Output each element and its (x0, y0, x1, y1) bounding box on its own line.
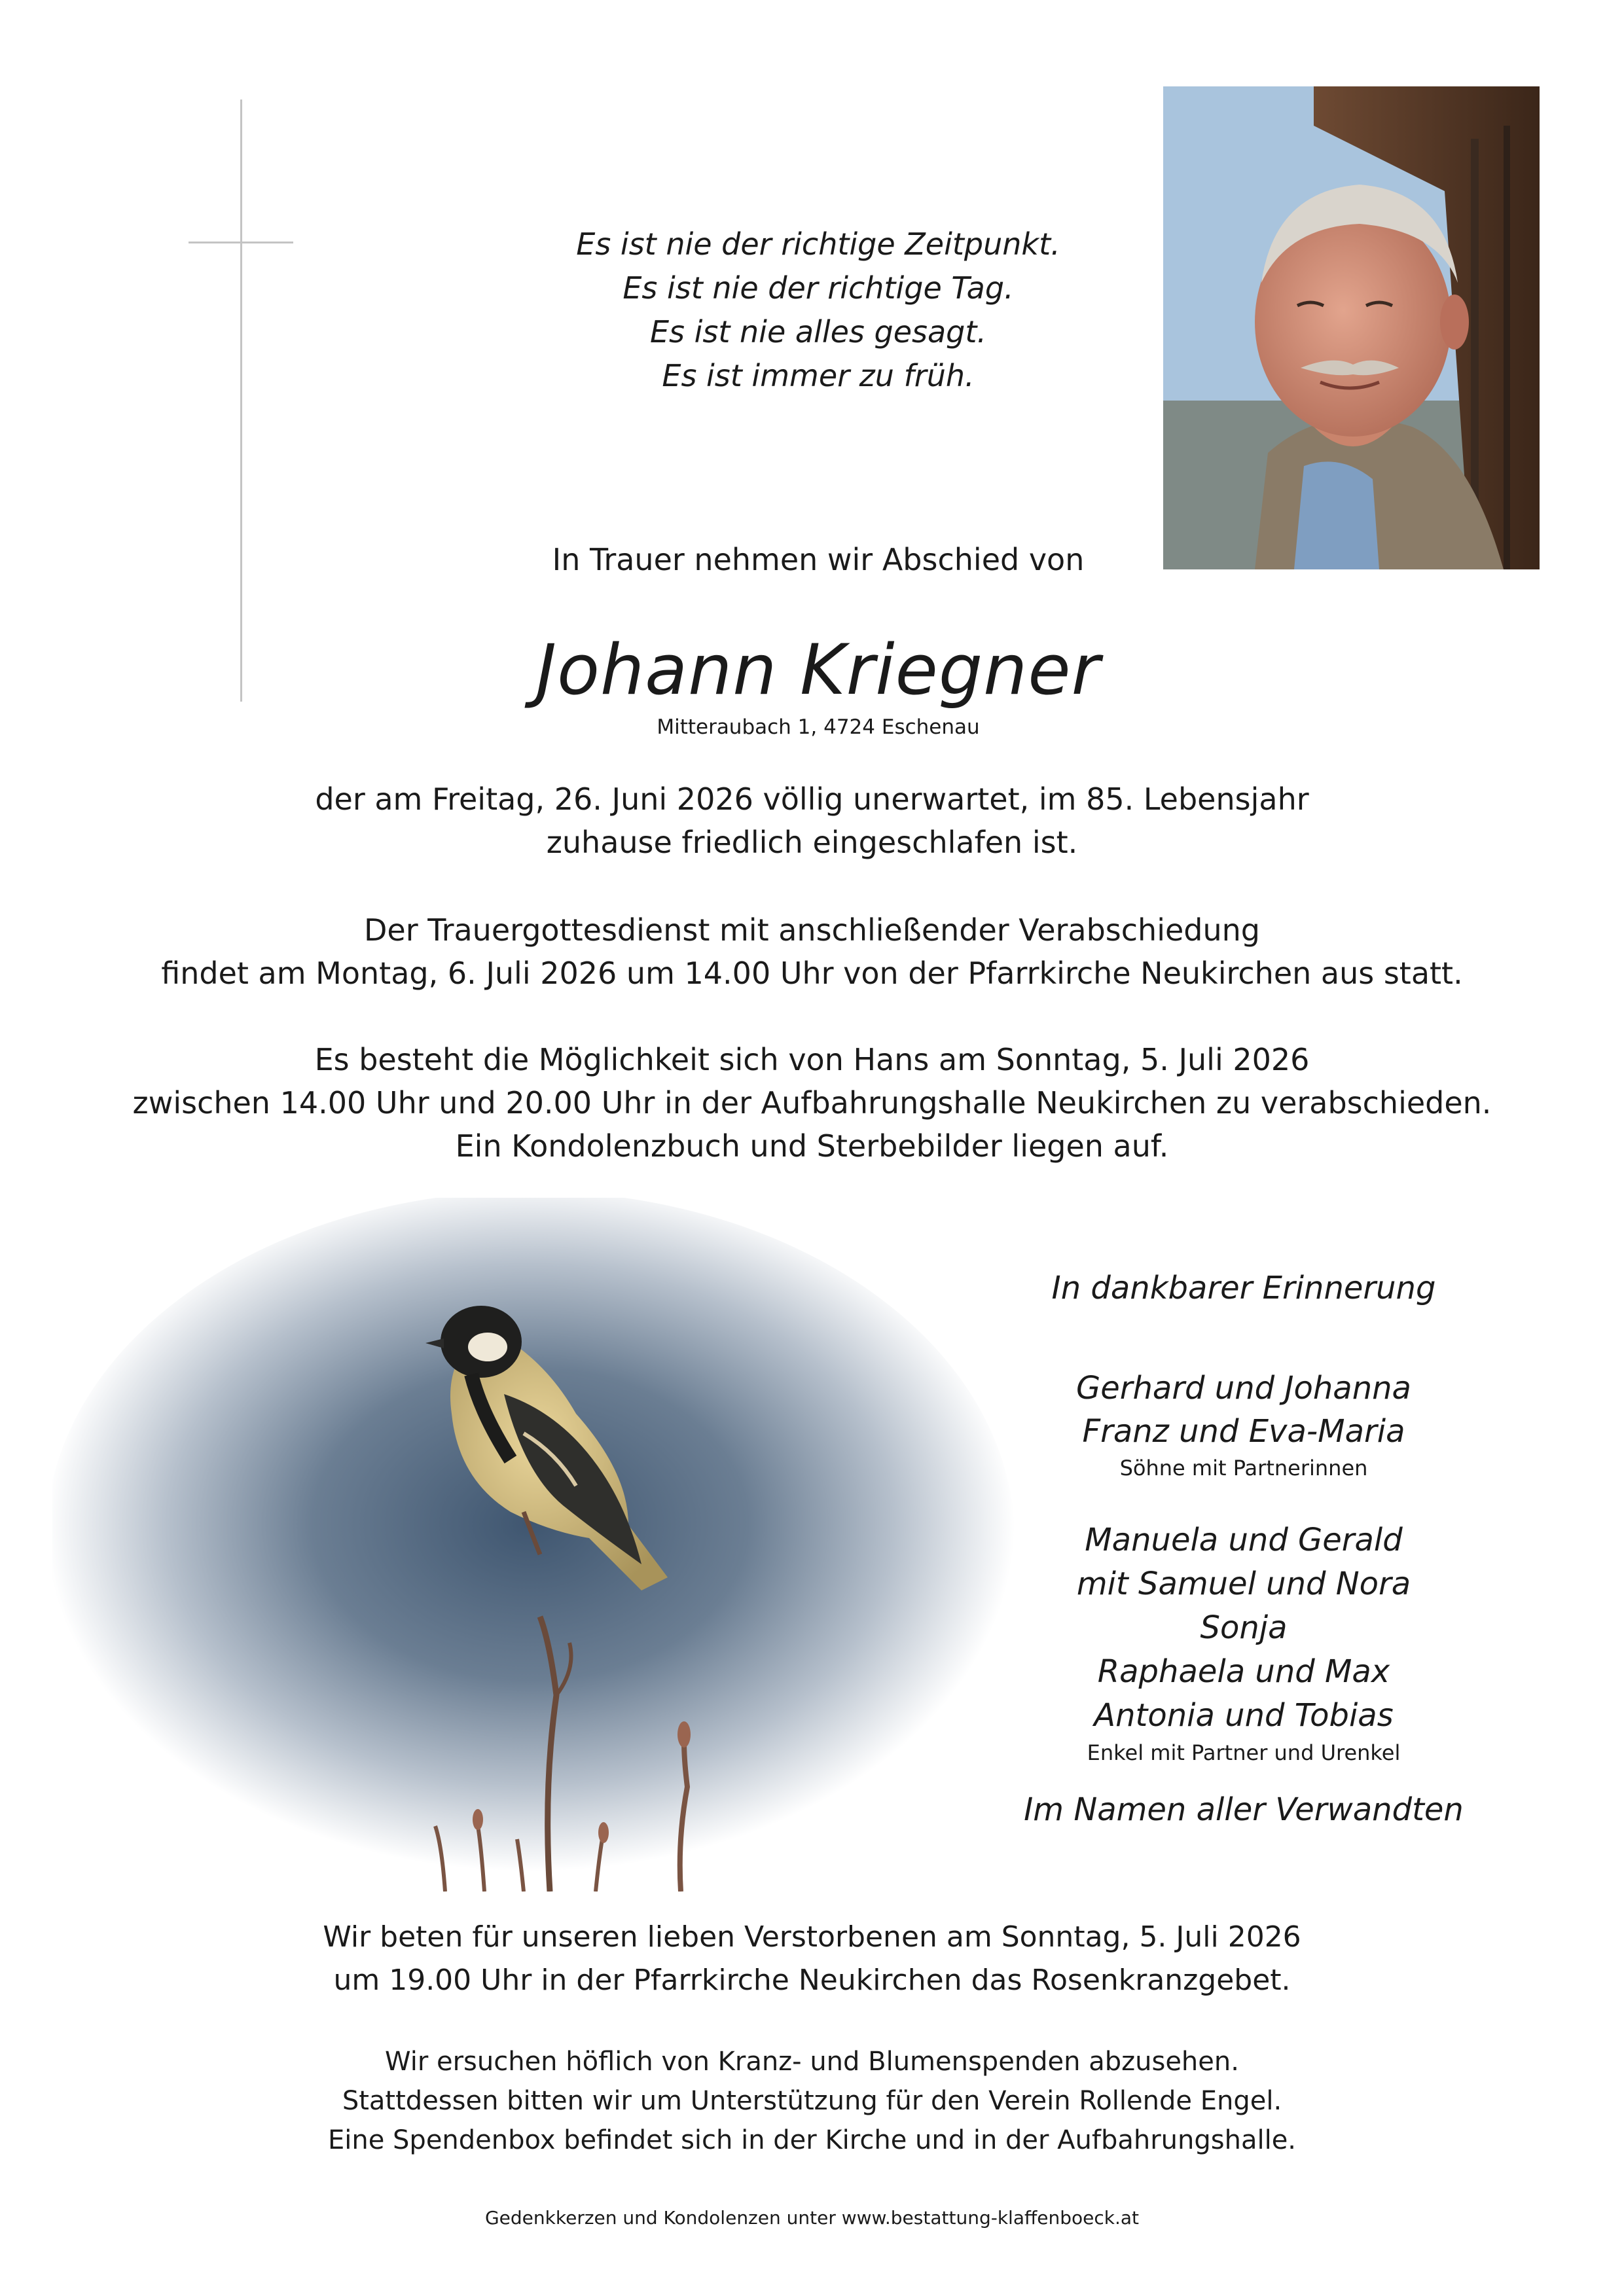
rosary-line: Wir beten für unseren lieben Verstorbenen am Sonntag, 5. Juli 2026 (323, 1920, 1301, 1954)
cross-vertical-bar (240, 99, 242, 702)
bird-photo (52, 1198, 1034, 1892)
cross-horizontal-bar (189, 242, 293, 243)
death-notice (65, 778, 1559, 864)
rosary-info (196, 1916, 1428, 2002)
family-member: Antonia und Tobias (1094, 1697, 1394, 1734)
portrait-illustration (1163, 86, 1540, 569)
donation-line: Stattdessen bitten wir um Unterstützung für den Verein Rollende Engel. (342, 2086, 1282, 2116)
grandchildren-caption: Enkel mit Partner und Urenkel (1087, 1740, 1401, 1765)
portrait-photo (1163, 86, 1540, 569)
funeral-line: Der Trauergottesdienst mit anschließender Verabschiedung (363, 912, 1261, 948)
poem-line: Es ist immer zu früh. (662, 358, 975, 393)
family-member: mit Samuel und Nora (1076, 1566, 1411, 1602)
viewing-line: zwischen 14.00 Uhr und 20.00 Uhr in der Aufbahrungshalle Neukirchen zu verabschieden. (132, 1085, 1492, 1121)
bird-illustration (52, 1198, 1034, 1892)
death-notice-line: zuhause friedlich eingeschlafen ist. (546, 825, 1078, 860)
family-heading: In dankbarer Erinnerung (1051, 1270, 1436, 1306)
sons-list (975, 1367, 1512, 1453)
donation-info (196, 2042, 1428, 2160)
viewing-info (65, 1038, 1559, 1168)
poem-line: Es ist nie der richtige Tag. (623, 270, 1014, 306)
funeral-info (65, 908, 1559, 995)
family-closing: Im Namen aller Verwandten (1024, 1791, 1464, 1828)
rosary-line: um 19.00 Uhr in der Pfarrkirche Neukirchen das Rosenkranzgebet. (333, 1964, 1291, 1997)
family-section (975, 1270, 1512, 1828)
viewing-line: Es besteht die Möglichkeit sich von Hans am Sonntag, 5. Juli 2026 (314, 1042, 1310, 1077)
grandchildren-list (975, 1518, 1512, 1738)
family-member: Gerhard und Johanna (1076, 1370, 1411, 1407)
family-member: Manuela und Gerald (1085, 1522, 1403, 1558)
poem-line: Es ist nie alles gesagt. (649, 314, 987, 350)
deceased-address: Mitteraubach 1, 4724 Eschenau (657, 715, 980, 739)
footer-website: Gedenkkerzen und Kondolenzen unter www.bestattung-klaffenboeck.at (484, 2207, 1140, 2229)
donation-line: Wir ersuchen höflich von Kranz- und Blumenspenden abzusehen. (385, 2047, 1239, 2077)
viewing-line: Ein Kondolenzbuch und Sterbebilder liegen auf. (455, 1128, 1169, 1164)
funeral-line: findet am Montag, 6. Juli 2026 um 14.00 Uhr von der Pfarrkirche Neukirchen aus statt. (161, 956, 1463, 991)
poem (497, 223, 1139, 398)
family-member: Sonja (1200, 1609, 1288, 1646)
intro-text: In Trauer nehmen wir Abschied von (552, 542, 1085, 577)
poem-line: Es ist nie der richtige Zeitpunkt. (576, 226, 1060, 262)
family-member: Raphaela und Max (1097, 1653, 1390, 1690)
donation-line: Eine Spendenbox befindet sich in der Kirche und in der Aufbahrungshalle. (327, 2125, 1297, 2155)
deceased-name: Johann Kriegner (535, 630, 1101, 710)
family-member: Franz und Eva-Maria (1082, 1413, 1405, 1450)
sons-caption: Söhne mit Partnerinnen (1119, 1456, 1368, 1480)
death-notice-line: der am Freitag, 26. Juni 2026 völlig unerwartet, im 85. Lebensjahr (315, 781, 1309, 817)
